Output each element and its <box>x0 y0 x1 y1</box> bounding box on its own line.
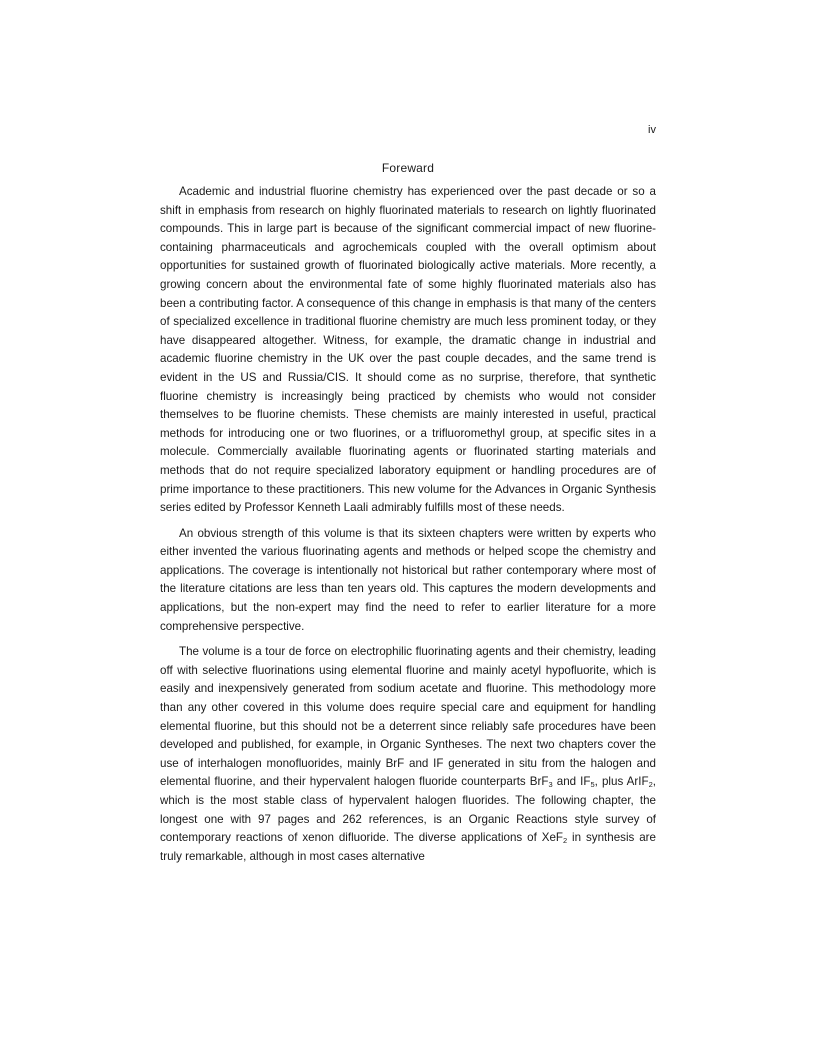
body-text <box>160 183 656 873</box>
subscript-arif2: 2 <box>648 780 653 790</box>
page-number: iv <box>648 124 656 136</box>
page-title: Foreward <box>381 161 435 175</box>
paragraph-3 <box>160 643 656 866</box>
paragraph-3-text-2: and IF <box>552 775 591 789</box>
paragraph-1: Academic and industrial fluorine chemistry has experienced over the past decade or so a shift in emphasis from research on highly fluorinated materials to research on lightly fluorinated compounds. This in large part is because of the significant commercial impact of new fluorine-containing pharmaceuticals and agrochemicals coupled with the overall optimism about opportunities for sustained growth of fluorinated biologically active materials. More recently, a growing concern about the environmental fate of some highly fluorinated materials also has been a contributing factor. A consequence of this change in emphasis is that many of the centers of specialized excellence in traditional fluorine chemistry are much less prominent today, or they have disappeared altogether. Witness, for example, the dramatic change in industrial and academic fluorine chemistry in the UK over the past couple decades, and the same trend is evident in the US and Russia/CIS. It should come as no surprise, therefore, that synthetic fluorine chemistry is increasingly being practiced by chemists who would not consider themselves to be fluorine chemists. These chemists are mainly interested in useful, practical methods for introducing one or two fluorines, or a trifluoromethyl group, at specific sites in a molecule. Commercially available fluorinating agents or fluorinated starting materials and methods that do not require specialized laboratory equipment or handling procedures are of prime importance to these practitioners. This new volume for the Advances in Organic Synthesis series edited by Professor Kenneth Laali admirably fulfills most of these needs. <box>160 185 656 515</box>
subscript-brf3: 3 <box>548 780 553 790</box>
subscript-if5: 5 <box>590 780 595 790</box>
paragraph-3-text-1: The volume is a tour de force on electrophilic fluorinating agents and their chemistry, leading off with selective fluorinations using elemental fluorine and mainly acetyl hypofluorite, which is easily and inexpensively generated from sodium acetate and fluorine. This methodology more than any other covered in this volume does require special care and equipment for handling elemental fluorine, but this should not be a deterrent since reliably safe procedures have been developed and published, for example, in Organic Syntheses. The next two chapters cover the use of interhalogen monofluorides, mainly BrF and IF generated in situ from the halogen and elemental fluorine, and their hypervalent halogen fluoride counterparts BrF <box>160 645 656 789</box>
paragraph-2: An obvious strength of this volume is that its sixteen chapters were written by experts who either invented the various fluorinating agents and methods or helped scope the chemistry and applications. The coverage is intentionally not historical but rather contemporary where most of the literature citations are less than ten years old. This captures the modern developments and applications, but the non-expert may find the need to refer to earlier literature for a more comprehensive perspective. <box>160 526 656 633</box>
paragraph-3-text-5: in synthesis are truly remarkable, although in most cases alternative <box>160 831 656 863</box>
paragraph-3-text-4: , which is the most stable class of hypervalent halogen fluorides. The following chapter, the longest one with 97 pages and 262 references, is an Organic Reactions style survey of contemporary reactions of xenon difluoride. The diverse applications of XeF <box>160 775 656 845</box>
paragraph-3-text-3: , plus ArIF <box>594 775 649 789</box>
subscript-xef2: 2 <box>562 836 568 846</box>
